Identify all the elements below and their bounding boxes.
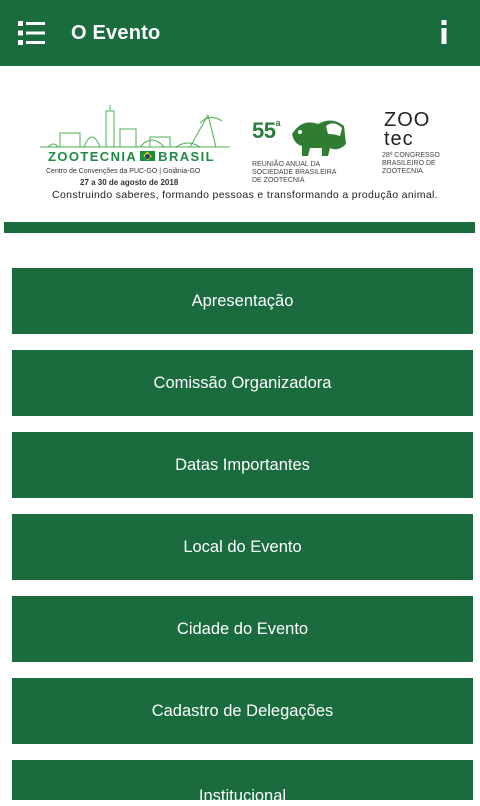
event-tagline: Construindo saberes, formando pessoas e transformando a produção animal. — [52, 189, 438, 201]
zootecnia-brasil-wordmark — [48, 149, 228, 165]
zootec-wordmark-bottom: tec — [384, 128, 414, 150]
zootecnia-brasil-logo — [40, 103, 230, 185]
brand-left-text: ZOOTECNIA — [48, 149, 138, 164]
datas-importantes-button[interactable]: Datas Importantes — [12, 432, 473, 498]
banner-divider — [4, 222, 475, 233]
zootec-wordmark-top: ZOO — [384, 109, 431, 131]
congress-name: 28º CONGRESSO BRASILEIRO DE ZOOTECNIA — [382, 152, 440, 175]
local-do-evento-button[interactable]: Local do Evento — [12, 514, 473, 580]
institucional-button[interactable]: Institucional — [12, 760, 473, 800]
brand-right-text: BRASIL — [158, 149, 215, 164]
cadastro-de-delegacoes-button[interactable]: Cadastro de Delegações — [12, 678, 473, 744]
edition-number: 55$^a$ — [252, 118, 280, 143]
comissao-organizadora-button[interactable]: Comissão Organizadora — [12, 350, 473, 416]
cidade-do-evento-button[interactable]: Cidade do Evento — [12, 596, 473, 662]
zootec-logo — [380, 111, 460, 187]
brazil-flag-icon — [140, 151, 155, 161]
apresentacao-button[interactable]: Apresentação — [12, 268, 473, 334]
page-title: O Evento — [71, 22, 161, 44]
brasilia-skyline-illustration — [40, 103, 230, 149]
cattle-illustration — [288, 112, 348, 158]
event-venue: Centro de Convenções da PUC-GO | Goiânia-GO — [46, 168, 201, 175]
app-bar — [0, 0, 480, 66]
event-dates: 27 a 30 de agosto de 2018 — [80, 178, 179, 187]
info-icon[interactable] — [438, 19, 450, 45]
meeting-name: REUNIÃO ANUAL DA SOCIEDADE BRASILEIRA DE ZOOTECNIA — [252, 161, 337, 184]
list-menu-icon[interactable] — [18, 21, 45, 45]
sbz-reuniao-logo — [252, 112, 347, 184]
